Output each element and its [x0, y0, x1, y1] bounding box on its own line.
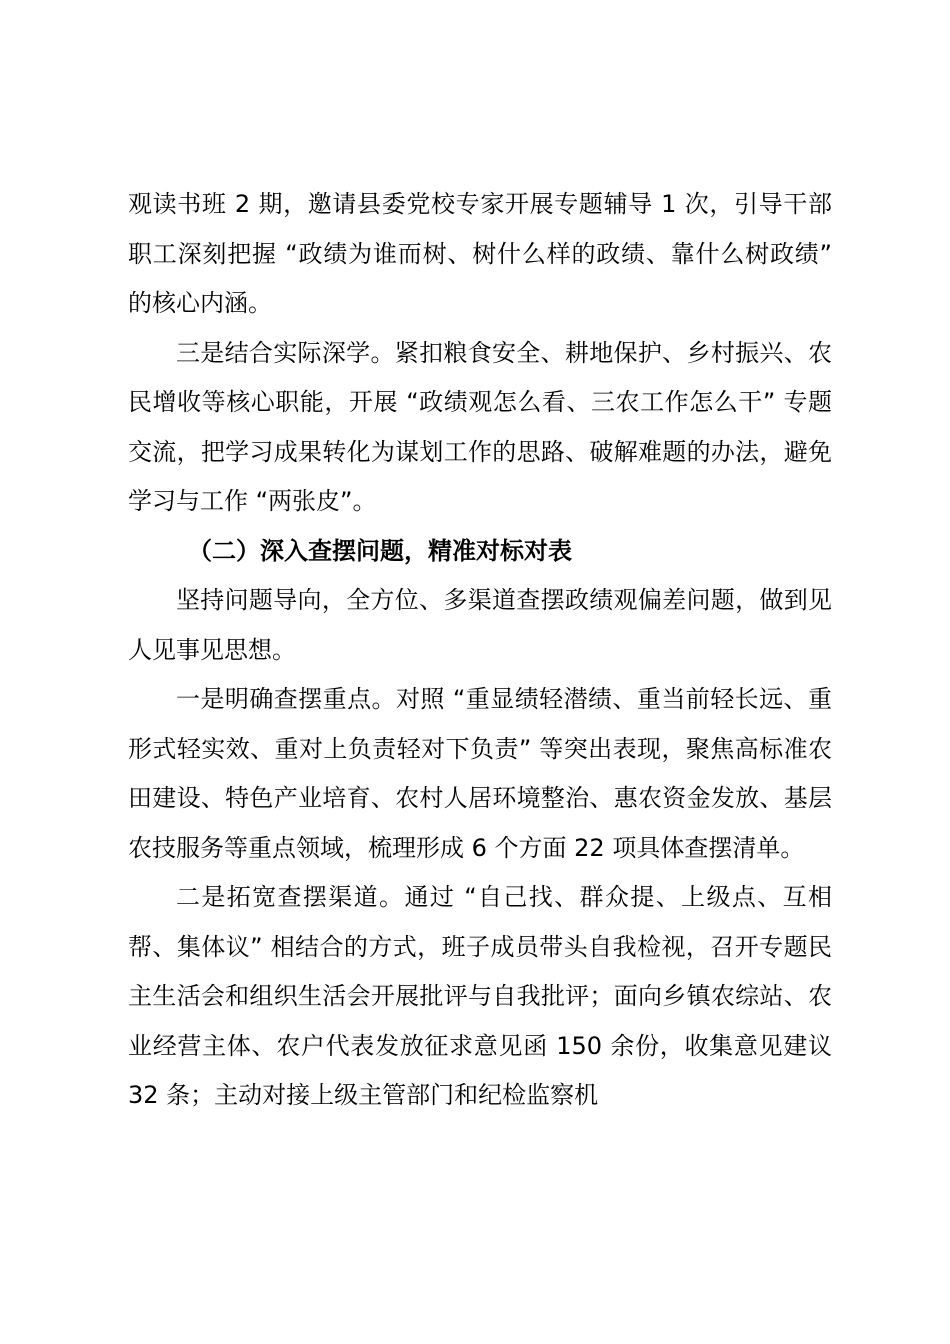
paragraph-combine-practice: 三是结合实际深学。紧扣粮食安全、耕地保护、乡村振兴、农民增收等核心职能，开展 “政绩观怎么看、三农工作怎么干” 专题交流，把学习成果转化为谋划工作的思路、破解难题的办法，避免学习与工作 “两张皮”。	[128, 338, 832, 515]
document-body	[128, 180, 832, 1121]
section-heading: （二）深入查摆问题，精准对标对表	[188, 536, 572, 565]
paragraph-channels: 二是拓宽查摆渠道。通过 “自己找、群众提、上级点、互相帮、集体议” 相结合的方式，班子成员带头自我检视，召开专题民主生活会和组织生活会开展批评与自我批评；面向乡镇农综站、农业经营主体、农户代表发放征求意见函 150 余份，收集意见建议 32 条；主动对接上级主管部门和纪检监察机	[128, 883, 832, 1109]
paragraph-focus-points: 一是明确查摆重点。对照 “重显绩轻潜绩、重当前轻长远、重形式轻实效、重对上负责轻对下负责” 等突出表现，聚焦高标准农田建设、特色产业培育、农村人居环境整治、惠农资金发放、基层农技服务等重点领域，梳理形成 6 个方面 22 项具体查摆清单。	[128, 685, 832, 862]
paragraph-continuation: 观读书班 2 期，邀请县委党校专家开展专题辅导 1 次，引导干部职工深刻把握 “政绩为谁而树、树什么样的政绩、靠什么树政绩” 的核心内涵。	[128, 190, 832, 317]
paragraph-problem-oriented: 坚持问题导向，全方位、多渠道查摆政绩观偏差问题，做到见人见事见思想。	[128, 586, 832, 664]
